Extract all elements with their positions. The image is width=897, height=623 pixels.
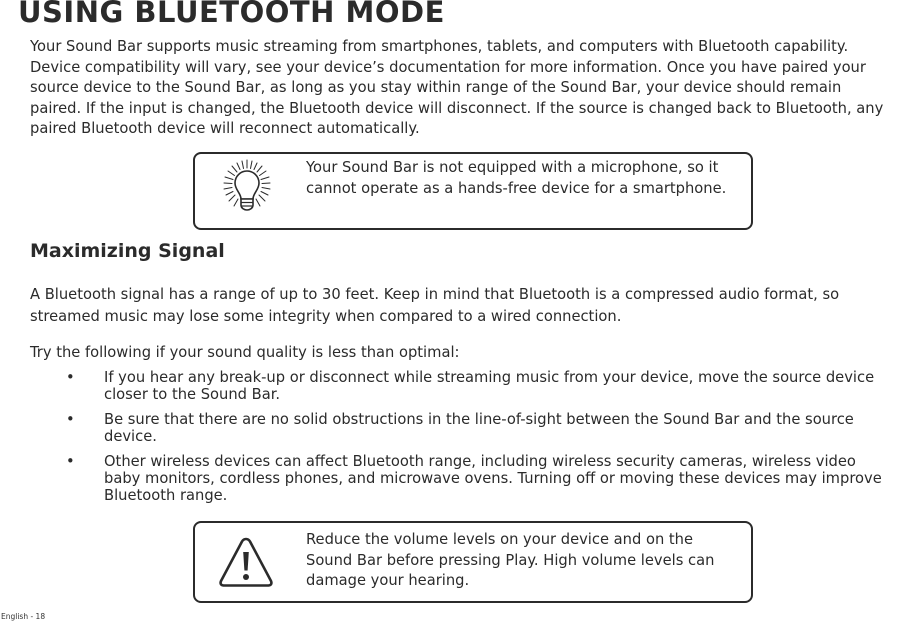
tips-list [30,369,896,512]
warning-icon [217,535,275,595]
section-heading: Maximizing Signal [30,240,225,262]
lightbulb-icon [217,158,277,222]
bullet-marker: • [66,369,75,386]
list-item [30,411,896,445]
page-footer: English - 18 [1,612,46,621]
page-title: USING BLUETOOTH MODE [18,0,445,29]
list-item [30,453,896,504]
list-item [30,369,896,403]
list-item-text: Be sure that there are no solid obstructions in the line-of-sight between the Sound Bar and the source device. [104,411,854,445]
bullet-marker: • [66,411,75,428]
intro-paragraph: Your Sound Bar supports music streaming from smartphones, tablets, and computers with Bluetooth capability. Device compatibility will vary, see your device’s documentation for more information. Once you have paired your source device to the Sound Bar, as long as you stay within range of the Sound Bar, your device should remain paired. If the input is changed, the Bluetooth device will disconnect. If the source is changed back to Bluetooth, any paired Bluetooth device will reconnect automatically. [30,38,884,138]
list-item-text: If you hear any break-up or disconnect while streaming music from your device, move the source device closer to the Sound Bar. [104,369,875,403]
warning-text: Reduce the volume levels on your device and on the Sound Bar before pressing Play. High volume levels can damage your hearing. [306,531,715,590]
list-item-text: Other wireless devices can affect Bluetooth range, including wireless security cameras, wireless video baby monitors, cordless phones, and microwave ovens. Turning off or moving these devices may improve Bluetooth range. [104,453,882,504]
try-following-text: Try the following if your sound quality is less than optimal: [30,344,460,361]
range-paragraph: A Bluetooth signal has a range of up to 30 feet. Keep in mind that Bluetooth is a compressed audio format, so streamed music may lose some integrity when compared to a wired connection. [30,286,840,325]
tip-callout [193,152,753,230]
bullet-marker: • [66,453,75,470]
tip-text: Your Sound Bar is not equipped with a microphone, so it cannot operate as a hands-free device for a smartphone. [306,159,727,197]
warning-callout [193,521,753,603]
